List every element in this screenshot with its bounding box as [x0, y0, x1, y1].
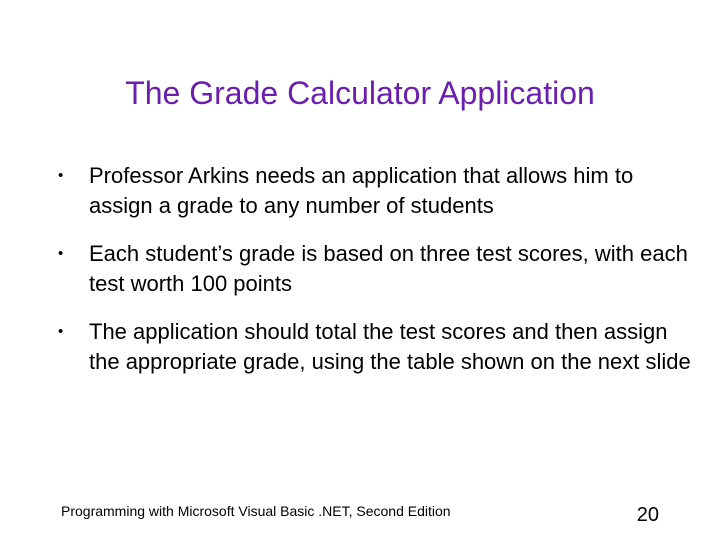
bullet-text: Each student’s grade is based on three test scores, with each test worth 100 points	[89, 241, 688, 296]
page-number: 20	[636, 504, 659, 526]
slide-title: The Grade Calculator Application	[125, 75, 595, 111]
bullet-dot-icon: •	[58, 323, 64, 340]
bullet-text: The application should total the test scores and then assign the appropriate grade, using the table shown on the next slide	[89, 319, 691, 374]
bullet-text: Professor Arkins needs an application that allows him to assign a grade to any number of students	[89, 163, 634, 218]
bullet-dot-icon: •	[58, 167, 64, 184]
bullet-item	[58, 239, 698, 299]
bullet-item	[58, 161, 698, 221]
bullet-item	[58, 317, 698, 377]
bullet-dot-icon: •	[58, 245, 64, 262]
bullet-list	[58, 161, 698, 395]
footer-text: Programming with Microsoft Visual Basic .NET, Second Edition	[61, 503, 451, 519]
